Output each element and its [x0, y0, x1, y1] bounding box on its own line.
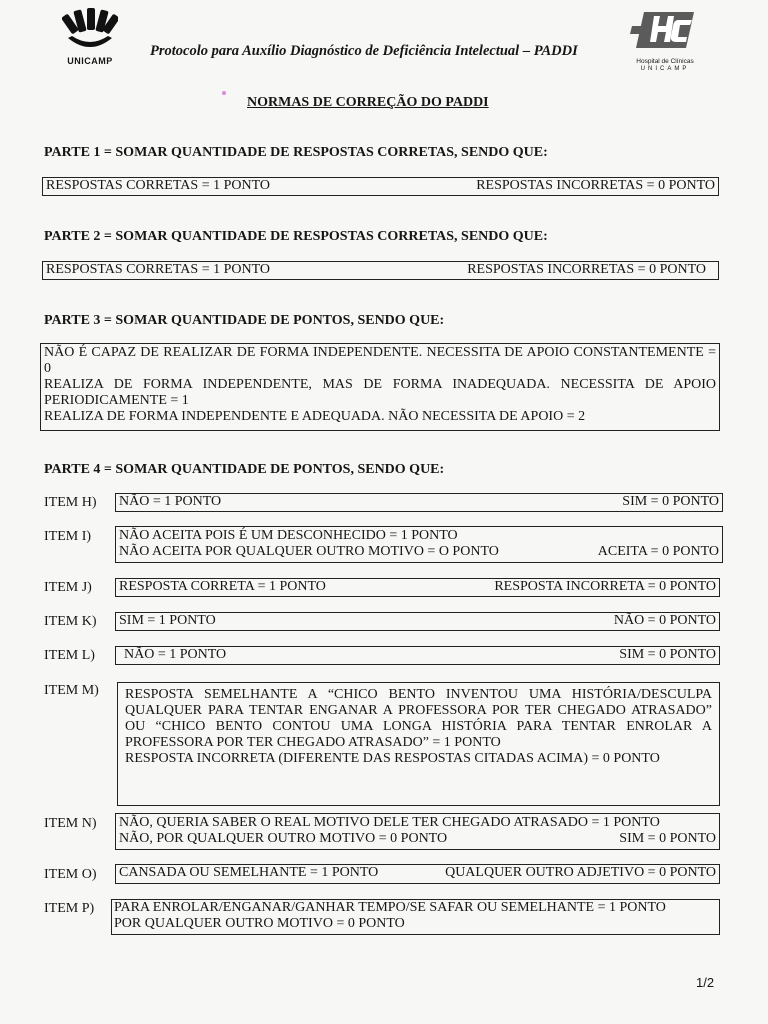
item-n-line1: NÃO, QUERIA SABER O REAL MOTIVO DELE TER CHEGADO ATRASADO = 1 PONTO	[119, 815, 660, 830]
item-o-box	[115, 864, 720, 884]
item-h-left: NÃO = 1 PONTO	[119, 494, 222, 509]
unicamp-logo	[50, 8, 130, 70]
item-k-box	[115, 612, 720, 631]
item-o-right: QUALQUER OUTRO ADJETIVO = 0 PONTO	[445, 865, 716, 880]
item-k-right: NÃO = 0 PONTO	[613, 613, 716, 628]
part2-right: RESPOSTAS INCORRETAS = 0 PONTO	[467, 262, 706, 277]
hc-unicamp-label: UNICAMP	[640, 66, 690, 72]
item-i-line2-left: NÃO ACEITA POR QUALQUER OUTRO MOTIVO = O PONTO	[119, 544, 499, 559]
item-p-box	[111, 899, 720, 935]
item-p-line2: POR QUALQUER OUTRO MOTIVO = 0 PONTO	[114, 916, 405, 931]
item-h-label: ITEM H)	[44, 495, 97, 510]
part1-left: RESPOSTAS CORRETAS = 1 PONTO	[46, 178, 270, 193]
item-i-box	[115, 526, 723, 563]
item-p-line1: PARA ENROLAR/ENGANAR/GANHAR TEMPO/SE SAFAR OU SEMELHANTE = 1 PONTO	[114, 900, 666, 915]
item-i-label: ITEM I)	[44, 529, 92, 544]
item-o-label: ITEM O)	[44, 867, 97, 882]
part3-line2: REALIZA DE FORMA INDEPENDENTE, MAS DE FORMA INADEQUADA. NECESSITA DE APOIO PERIODICAMENTE = 1	[44, 377, 716, 408]
ink-speck	[222, 91, 226, 95]
item-j-label: ITEM J)	[44, 580, 92, 595]
item-l-box	[115, 646, 720, 665]
part3-box	[40, 343, 720, 431]
item-j-box	[115, 578, 720, 597]
item-o-left: CANSADA OU SEMELHANTE = 1 PONTO	[119, 865, 379, 880]
item-m-label: ITEM M)	[44, 683, 99, 698]
item-i-line2-right: ACEITA = 0 PONTO	[597, 544, 719, 559]
part3-heading: PARTE 3 = SOMAR QUANTIDADE DE PONTOS, SENDO QUE:	[44, 313, 445, 328]
header-title: Protocolo para Auxílio Diagnóstico de Deficiência Intelectual – PADDI	[150, 43, 578, 59]
item-k-left: SIM = 1 PONTO	[119, 613, 216, 628]
item-l-label: ITEM L)	[44, 648, 95, 663]
unicamp-emblem-icon	[62, 8, 118, 54]
item-j-left: RESPOSTA CORRETA = 1 PONTO	[119, 579, 326, 594]
part1-box	[42, 177, 719, 196]
document-title: NORMAS DE CORREÇÃO DO PADDI	[247, 95, 489, 110]
part3-line1: NÃO É CAPAZ DE REALIZAR DE FORMA INDEPENDENTE. NECESSITA DE APOIO CONSTANTEMENTE = 0	[44, 345, 716, 376]
item-i-line1: NÃO ACEITA POIS É UM DESCONHECIDO = 1 PONTO	[119, 528, 458, 543]
item-p-label: ITEM P)	[44, 901, 95, 916]
item-j-right: RESPOSTA INCORRETA = 0 PONTO	[494, 579, 716, 594]
part1-heading: PARTE 1 = SOMAR QUANTIDADE DE RESPOSTAS CORRETAS, SENDO QUE:	[44, 145, 548, 160]
item-n-line2-left: NÃO, POR QUALQUER OUTRO MOTIVO = 0 PONTO	[119, 831, 448, 846]
page-number: 1/2	[696, 975, 715, 990]
item-l-right: SIM = 0 PONTO	[619, 647, 716, 662]
hc-logo	[620, 8, 710, 80]
part2-box	[42, 261, 719, 280]
item-h-right: SIM = 0 PONTO	[622, 494, 719, 509]
part3-line3: REALIZA DE FORMA INDEPENDENTE E ADEQUADA. NÃO NECESSITA DE APOIO = 2	[44, 409, 586, 424]
item-n-line2-right: SIM = 0 PONTO	[619, 831, 716, 846]
part4-heading: PARTE 4 = SOMAR QUANTIDADE DE PONTOS, SENDO QUE:	[44, 462, 445, 477]
hc-hospital-label: Hospital de Clínicas	[636, 58, 694, 65]
item-n-label: ITEM N)	[44, 816, 97, 831]
part1-right: RESPOSTAS INCORRETAS = 0 PONTO	[476, 178, 715, 193]
part2-left: RESPOSTAS CORRETAS = 1 PONTO	[46, 262, 270, 277]
item-h-box	[115, 493, 723, 512]
item-m-box	[117, 682, 720, 806]
hc-emblem-icon	[630, 8, 700, 54]
item-m-para1: RESPOSTA SEMELHANTE A “CHICO BENTO INVENTOU UMA HISTÓRIA/DESCULPA QUALQUER PARA TENTAR ENGANAR A PROFESSORA POR TER CHEGADO ATRASADO” OU “CHICO BENTO CONTOU UMA LONGA HISTÓRIA PARA TENTAR ENROLAR A PROFESSORA POR TER CHEGADO ATRASADO” = 1 PONTO	[125, 687, 712, 750]
unicamp-label: UNICAMP	[67, 56, 113, 66]
item-n-box	[115, 813, 720, 850]
item-k-label: ITEM K)	[44, 614, 97, 629]
item-l-left: NÃO = 1 PONTO	[124, 647, 227, 662]
part2-heading: PARTE 2 = SOMAR QUANTIDADE DE RESPOSTAS CORRETAS, SENDO QUE:	[44, 229, 548, 244]
item-m-para2: RESPOSTA INCORRETA (DIFERENTE DAS RESPOSTAS CITADAS ACIMA) = 0 PONTO	[125, 751, 660, 766]
